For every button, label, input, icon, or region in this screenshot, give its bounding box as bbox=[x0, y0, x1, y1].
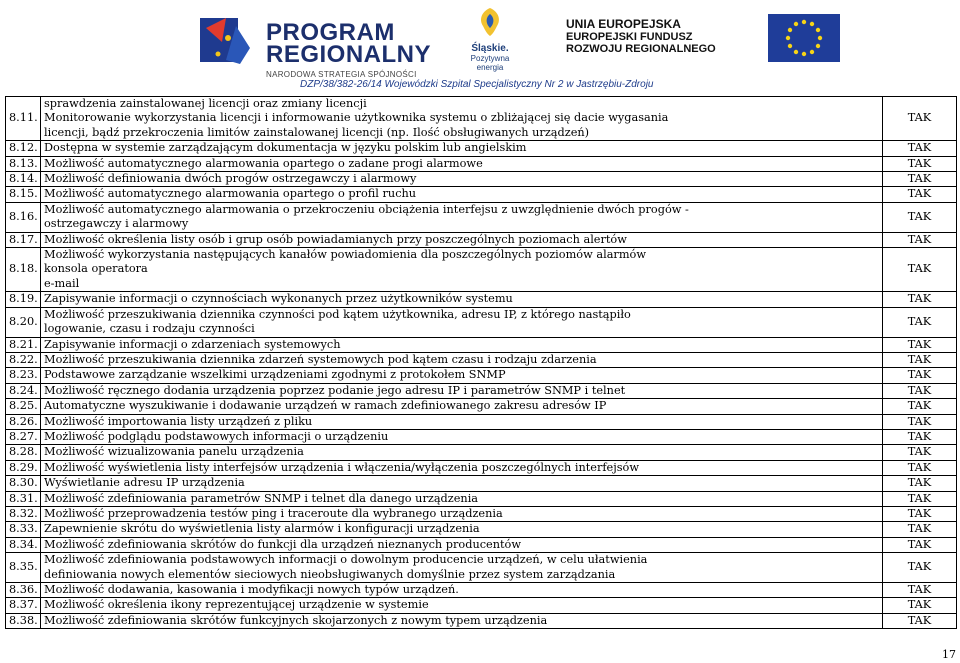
row-description bbox=[41, 232, 883, 247]
row-number: 8.27. bbox=[6, 429, 41, 444]
row-number: 8.18. bbox=[6, 248, 41, 292]
row-number: 8.34. bbox=[6, 537, 41, 552]
row-number: 8.16. bbox=[6, 202, 41, 232]
row-number: 8.14. bbox=[6, 172, 41, 187]
row-description bbox=[41, 537, 883, 552]
table-row bbox=[6, 476, 957, 491]
table-row bbox=[6, 232, 957, 247]
table-row bbox=[6, 202, 957, 232]
row-value: TAK bbox=[883, 141, 957, 156]
row-number: 8.32. bbox=[6, 506, 41, 521]
row-value: TAK bbox=[883, 172, 957, 187]
slaskie-name: Śląskie. bbox=[471, 43, 509, 54]
slaskie-eagle-icon bbox=[475, 6, 505, 38]
description-line: Możliwość ręcznego dodania urządzenia poprzez podanie jego adresu IP i parametrów SNMP i telnet bbox=[44, 383, 626, 397]
row-value: TAK bbox=[883, 352, 957, 367]
row-value: TAK bbox=[883, 156, 957, 171]
table-row bbox=[6, 598, 957, 613]
row-description bbox=[41, 445, 883, 460]
row-description bbox=[41, 141, 883, 156]
description-line: sprawdzenia zainstalowanej licencji oraz zmiany licencji bbox=[44, 97, 367, 110]
row-number: 8.29. bbox=[6, 460, 41, 475]
row-value: TAK bbox=[883, 232, 957, 247]
description-line: Możliwość importowania listy urządzeń z pliku bbox=[44, 414, 313, 428]
table-row bbox=[6, 613, 957, 628]
table-row bbox=[6, 187, 957, 202]
row-description bbox=[41, 553, 883, 583]
row-number: 8.25. bbox=[6, 399, 41, 414]
table-row bbox=[6, 352, 957, 367]
tender-reference: DZP/38/382-26/14 Wojewódzki Szpital Specjalistyczny Nr 2 w Jastrzębiu-Zdroju bbox=[300, 79, 654, 90]
program-regionalny-logo bbox=[196, 4, 456, 80]
description-line: Możliwość określenia ikony reprezentującej urządzenie w systemie bbox=[44, 598, 429, 612]
description-line: ostrzegawczy i alarmowy bbox=[44, 217, 189, 231]
description-line: Możliwość podglądu podstawowych informacji o urządzeniu bbox=[44, 429, 389, 443]
description-line: Możliwość przeszukiwania dziennika zdarzeń systemowych pod kątem czasu i rodzaju zdarzenia bbox=[44, 352, 597, 366]
row-description bbox=[41, 506, 883, 521]
row-description bbox=[41, 460, 883, 475]
row-value: TAK bbox=[883, 307, 957, 337]
description-line: Możliwość wizualizowania panelu urządzenia bbox=[44, 445, 304, 459]
table-row bbox=[6, 399, 957, 414]
row-value: TAK bbox=[883, 613, 957, 628]
row-description bbox=[41, 383, 883, 398]
description-line: Wyświetlanie adresu IP urządzenia bbox=[44, 476, 245, 490]
description-line: Możliwość zdefiniowania podstawowych informacji o dowolnym producencie urządzeń, w celu ułatwienia bbox=[44, 553, 648, 567]
row-value: TAK bbox=[883, 460, 957, 475]
table-row bbox=[6, 460, 957, 475]
row-number: 8.35. bbox=[6, 553, 41, 583]
row-description bbox=[41, 368, 883, 383]
row-description bbox=[41, 156, 883, 171]
table-row bbox=[6, 445, 957, 460]
description-line: Zapewnienie skrótu do wyświetlenia listy alarmów i konfiguracji urządzenia bbox=[44, 522, 480, 536]
row-number: 8.36. bbox=[6, 583, 41, 598]
row-value: TAK bbox=[883, 202, 957, 232]
row-description bbox=[41, 491, 883, 506]
description-line: Możliwość wykorzystania następujących kanałów powiadomienia dla poszczególnych poziomów alarmów bbox=[44, 248, 647, 262]
description-line: Dostępna w systemie zarządzającym dokumentacja w języku polskim lub angielskim bbox=[44, 141, 527, 155]
row-value: TAK bbox=[883, 337, 957, 352]
specification-table-body bbox=[6, 97, 957, 629]
row-number: 8.37. bbox=[6, 598, 41, 613]
row-number: 8.11. bbox=[6, 97, 41, 141]
program-regionalny-emblem-icon bbox=[196, 8, 260, 72]
description-line: Automatyczne wyszukiwanie i dodawanie urządzeń w ramach zdefiniowanego zakresu adresów IP bbox=[44, 399, 607, 413]
description-line: Możliwość definiowania dwóch progów ostrzegawczy i alarmowy bbox=[44, 172, 417, 186]
program-line: PROGRAM bbox=[266, 19, 395, 46]
row-number: 8.23. bbox=[6, 368, 41, 383]
row-description bbox=[41, 598, 883, 613]
table-row bbox=[6, 522, 957, 537]
eu-line3: ROZWOJU REGIONALNEGO bbox=[566, 43, 716, 55]
row-value: TAK bbox=[883, 491, 957, 506]
row-value: TAK bbox=[883, 399, 957, 414]
slaskie-motto: Pozytywna energia bbox=[470, 54, 510, 72]
row-value: TAK bbox=[883, 583, 957, 598]
row-value: TAK bbox=[883, 537, 957, 552]
row-description bbox=[41, 292, 883, 307]
description-line: Monitorowanie wykorzystania licencji i informowanie użytkownika systemu o zbliżającej się dacie wygasania bbox=[44, 111, 669, 125]
description-line: Możliwość określenia listy osób i grup osób powiadamianych przy poszczególnych poziomach alertów bbox=[44, 232, 627, 246]
table-row bbox=[6, 97, 957, 141]
row-value: TAK bbox=[883, 476, 957, 491]
table-row bbox=[6, 429, 957, 444]
table-row bbox=[6, 553, 957, 583]
table-row bbox=[6, 383, 957, 398]
row-value: TAK bbox=[883, 429, 957, 444]
row-description bbox=[41, 97, 883, 141]
row-number: 8.20. bbox=[6, 307, 41, 337]
row-value: TAK bbox=[883, 522, 957, 537]
row-value: TAK bbox=[883, 598, 957, 613]
row-description bbox=[41, 337, 883, 352]
eu-line2: EUROPEJSKI FUNDUSZ bbox=[566, 31, 693, 43]
row-description bbox=[41, 583, 883, 598]
row-value: TAK bbox=[883, 414, 957, 429]
description-line: Możliwość automatycznego alarmowania opartego o zadane progi alarmowe bbox=[44, 156, 483, 170]
row-number: 8.21. bbox=[6, 337, 41, 352]
eu-line1: UNIA EUROPEJSKA bbox=[566, 17, 681, 31]
table-row bbox=[6, 172, 957, 187]
row-value: TAK bbox=[883, 292, 957, 307]
description-line: Możliwość zdefiniowania skrótów funkcyjnych skojarzonych z nowym typem urządzenia bbox=[44, 613, 548, 627]
table-row bbox=[6, 292, 957, 307]
description-line: Możliwość wyświetlenia listy interfejsów urządzenia i włączenia/wyłączenia poszczególnych interfejsów bbox=[44, 460, 640, 474]
description-line: Możliwość zdefiniowania parametrów SNMP i telnet dla danego urządzenia bbox=[44, 491, 479, 505]
description-line: Możliwość automatycznego alarmowania o przekroczeniu obciążenia interfejsu z uwzględnienie dwóch progów - bbox=[44, 202, 689, 216]
row-number: 8.22. bbox=[6, 352, 41, 367]
row-description bbox=[41, 476, 883, 491]
description-line: definiowania nowych elementów sieciowych nieobsługiwanych domyślnie przez system zarządzania bbox=[44, 567, 616, 581]
row-value: TAK bbox=[883, 445, 957, 460]
table-row bbox=[6, 537, 957, 552]
row-description bbox=[41, 399, 883, 414]
description-line: Możliwość przeprowadzenia testów ping i traceroute dla wybranego urządzenia bbox=[44, 506, 503, 520]
row-description bbox=[41, 429, 883, 444]
row-number: 8.15. bbox=[6, 187, 41, 202]
row-number: 8.38. bbox=[6, 613, 41, 628]
row-value: TAK bbox=[883, 553, 957, 583]
row-description bbox=[41, 307, 883, 337]
description-line: Możliwość automatycznego alarmowania opartego o profil ruchu bbox=[44, 187, 417, 201]
program-regionalny-wordmark bbox=[266, 19, 432, 79]
table-row bbox=[6, 583, 957, 598]
strategy-line: NARODOWA STRATEGIA SPÓJNOŚCI bbox=[266, 70, 417, 79]
table-row bbox=[6, 491, 957, 506]
row-value: TAK bbox=[883, 97, 957, 141]
row-number: 8.26. bbox=[6, 414, 41, 429]
row-number: 8.13. bbox=[6, 156, 41, 171]
table-row bbox=[6, 156, 957, 171]
row-value: TAK bbox=[883, 506, 957, 521]
row-number: 8.33. bbox=[6, 522, 41, 537]
table-row bbox=[6, 506, 957, 521]
description-line: konsola operatora bbox=[44, 262, 148, 276]
description-line: licencji, bądź przekroczenia limitów zainstalowanej licencji (np. Ilość obsługiwanych urządzeń) bbox=[44, 125, 590, 139]
slaskie-logo bbox=[460, 6, 520, 72]
row-description bbox=[41, 414, 883, 429]
row-value: TAK bbox=[883, 187, 957, 202]
page-number: 17 bbox=[942, 648, 956, 661]
description-line: Możliwość dodawania, kasowania i modyfikacji nowych typów urządzeń. bbox=[44, 583, 459, 596]
row-number: 8.31. bbox=[6, 491, 41, 506]
description-line: Zapisywanie informacji o czynnościach wykonanych przez użytkowników systemu bbox=[44, 292, 513, 306]
table-row bbox=[6, 337, 957, 352]
row-value: TAK bbox=[883, 383, 957, 398]
row-number: 8.17. bbox=[6, 232, 41, 247]
row-description bbox=[41, 522, 883, 537]
description-line: Możliwość przeszukiwania dziennika czynności pod kątem użytkownika, adresu IP, z którego nastąpiło bbox=[44, 307, 631, 321]
row-description bbox=[41, 202, 883, 232]
row-number: 8.19. bbox=[6, 292, 41, 307]
row-number: 8.24. bbox=[6, 383, 41, 398]
row-number: 8.28. bbox=[6, 445, 41, 460]
row-description bbox=[41, 172, 883, 187]
row-value: TAK bbox=[883, 248, 957, 292]
table-row bbox=[6, 368, 957, 383]
description-line: e-mail bbox=[44, 276, 80, 290]
regionalny-line: REGIONALNY bbox=[266, 41, 432, 68]
table-row bbox=[6, 307, 957, 337]
description-line: Możliwość zdefiniowania skrótów do funkcji dla urządzeń nieznanych producentów bbox=[44, 537, 522, 551]
description-line: logowanie, czasu i rodzaju czynności bbox=[44, 322, 255, 336]
row-description bbox=[41, 352, 883, 367]
row-number: 8.30. bbox=[6, 476, 41, 491]
row-number: 8.12. bbox=[6, 141, 41, 156]
eu-flag-icon bbox=[768, 14, 840, 62]
row-description bbox=[41, 613, 883, 628]
table-row bbox=[6, 248, 957, 292]
document-header bbox=[0, 0, 960, 92]
table-row bbox=[6, 414, 957, 429]
eu-fund-logo bbox=[566, 18, 756, 68]
row-value: TAK bbox=[883, 368, 957, 383]
row-description bbox=[41, 248, 883, 292]
row-description bbox=[41, 187, 883, 202]
description-line: Zapisywanie informacji o zdarzeniach systemowych bbox=[44, 337, 341, 351]
description-line: Podstawowe zarządzanie wszelkimi urządzeniami zgodnymi z protokołem SNMP bbox=[44, 368, 506, 382]
specification-table bbox=[5, 96, 957, 629]
table-row bbox=[6, 141, 957, 156]
